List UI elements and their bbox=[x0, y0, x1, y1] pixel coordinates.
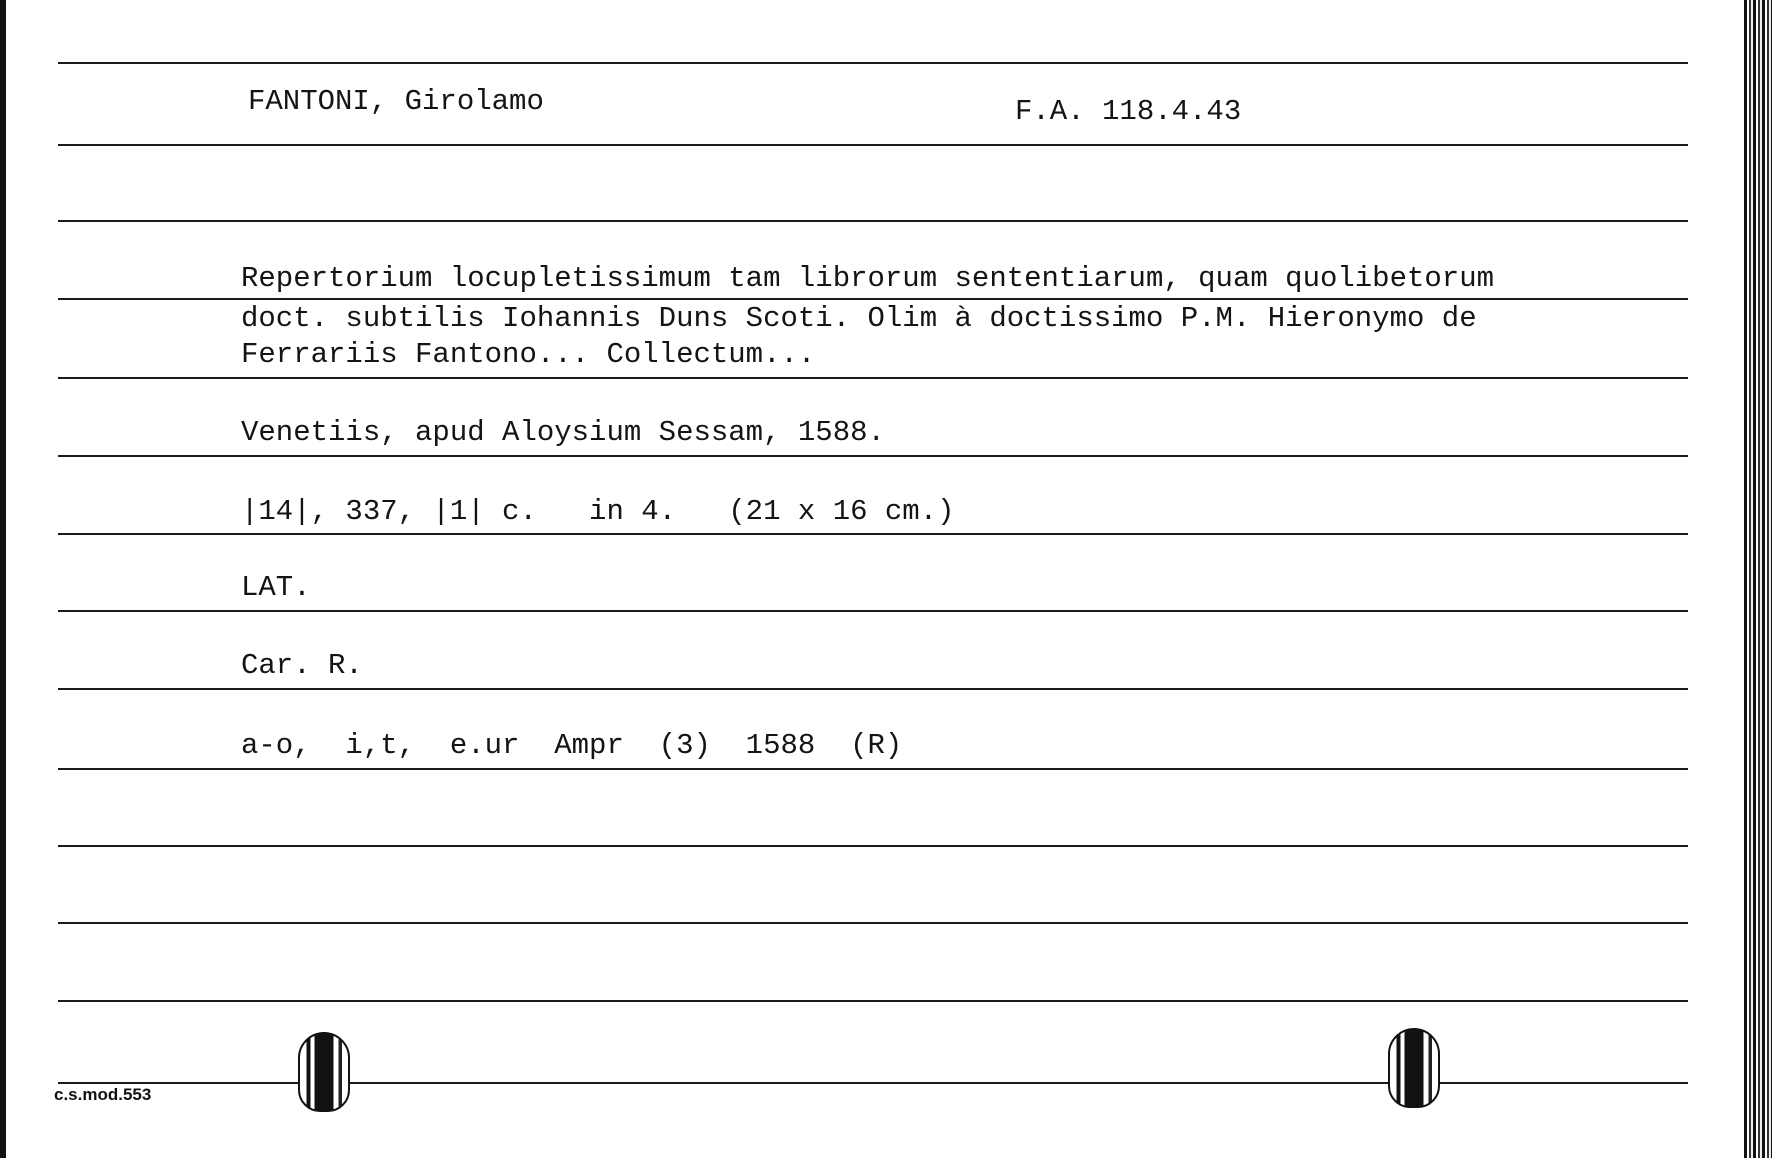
language: LAT. bbox=[241, 571, 311, 604]
ruled-line bbox=[58, 768, 1688, 770]
ruled-line bbox=[58, 220, 1688, 222]
fingerprint: a-o, i,t, e.ur Ampr (3) 1588 (R) bbox=[241, 729, 903, 762]
ruled-line bbox=[58, 62, 1688, 64]
title-line-3: Ferrariis Fantono... Collectum... bbox=[241, 338, 816, 371]
author-heading: FANTONI, Girolamo bbox=[248, 85, 544, 118]
ruled-line bbox=[58, 1000, 1688, 1002]
title-line-1: Repertorium locupletissimum tam librorum sententiarum, quam quolibetorum bbox=[241, 262, 1495, 295]
ruled-line bbox=[58, 922, 1688, 924]
card-left-edge bbox=[0, 0, 6, 1158]
shelfmark: F.A. 118.4.43 bbox=[1015, 95, 1242, 128]
form-code: c.s.mod.553 bbox=[54, 1085, 152, 1104]
ruled-line bbox=[58, 845, 1688, 847]
ruled-line bbox=[58, 688, 1688, 690]
title-line-2: doct. subtilis Iohannis Duns Scoti. Olim à doctissimo P.M. Hieronymo de bbox=[241, 302, 1477, 335]
ruled-line bbox=[58, 533, 1688, 535]
imprint: Venetiis, apud Aloysium Sessam, 1588. bbox=[241, 416, 885, 449]
ruled-line bbox=[58, 298, 1688, 300]
ruled-line bbox=[58, 610, 1688, 612]
punch-hole-right bbox=[1388, 1028, 1440, 1108]
collation: |14|, 337, |1| c. in 4. (21 x 16 cm.) bbox=[241, 495, 955, 528]
card-right-edge bbox=[1744, 0, 1772, 1158]
ruled-line bbox=[58, 455, 1688, 457]
document-type: Car. R. bbox=[241, 649, 363, 682]
ruled-line bbox=[58, 377, 1688, 379]
punch-hole-left bbox=[298, 1032, 350, 1112]
ruled-line bbox=[58, 144, 1688, 146]
